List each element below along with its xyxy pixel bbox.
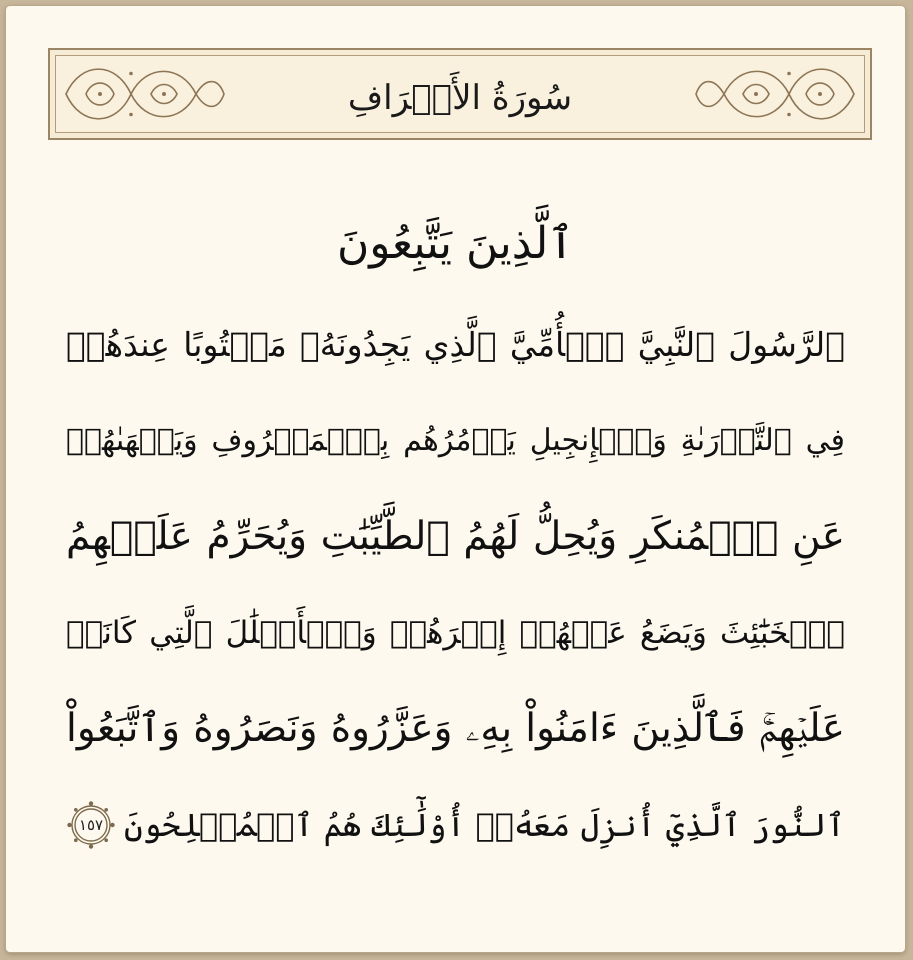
verse-line-1: ٱلَّذِينَ يَتَّبِعُونَ [336, 218, 575, 269]
ayah-end-marker [66, 800, 116, 850]
verse-line-4: عَنِ ٱلۡمُنكَرِ وَيُحِلُّ لَهُمُ ٱلطَّيِّبَٰتِ وَيُحَرِّمُ عَلَيۡهِمُ [66, 514, 845, 559]
arabesque-ornament-left [56, 56, 226, 132]
verse-line-5: ٱلۡخَبَٰٓئِثَ وَيَضَعُ عَنۡهُمۡ إِصۡرَهُمۡ وَٱلۡأَغۡلَٰلَ ٱلَّتِي كَانَتۡ [66, 615, 845, 651]
surah-title: سُورَةُ الأَعۡرَافِ [347, 78, 573, 118]
surah-header-frame [48, 48, 872, 140]
arabesque-ornament-right [694, 56, 864, 132]
verse-last-line-row [66, 777, 845, 873]
mushaf-page [6, 6, 905, 952]
verse-line-6: عَلَيۡهِمۡۚ فَٱلَّذِينَ ءَامَنُواْ بِهِۦ وَعَزَّرُوهُ وَنَصَرُوهُ وَٱتَّبَعُواْ [66, 706, 845, 751]
verse-line-3: فِي ٱلتَّوۡرَىٰةِ وَٱلۡإِنجِيلِ يَأۡمُرُهُم بِٱلۡمَعۡرُوفِ وَيَنۡهَىٰهُمۡ [66, 423, 845, 458]
verse-line-2: ٱلرَّسُولَ ٱلنَّبِيَّ ٱلۡأُمِّيَّ ٱلَّذِي يَجِدُونَهُۥ مَكۡتُوبًا عِندَهُمۡ [66, 325, 845, 364]
verse-line-7: ٱلنُّورَ ٱلَّذِيٓ أُنزِلَ مَعَهُۥٓ أُوْلَٰٓئِكَ هُمُ ٱلۡمُفۡلِحُونَ [124, 806, 845, 844]
surah-header-inner [55, 55, 865, 133]
verse-text-block [66, 191, 845, 873]
ayah-number: ١٥٧ [78, 816, 104, 834]
